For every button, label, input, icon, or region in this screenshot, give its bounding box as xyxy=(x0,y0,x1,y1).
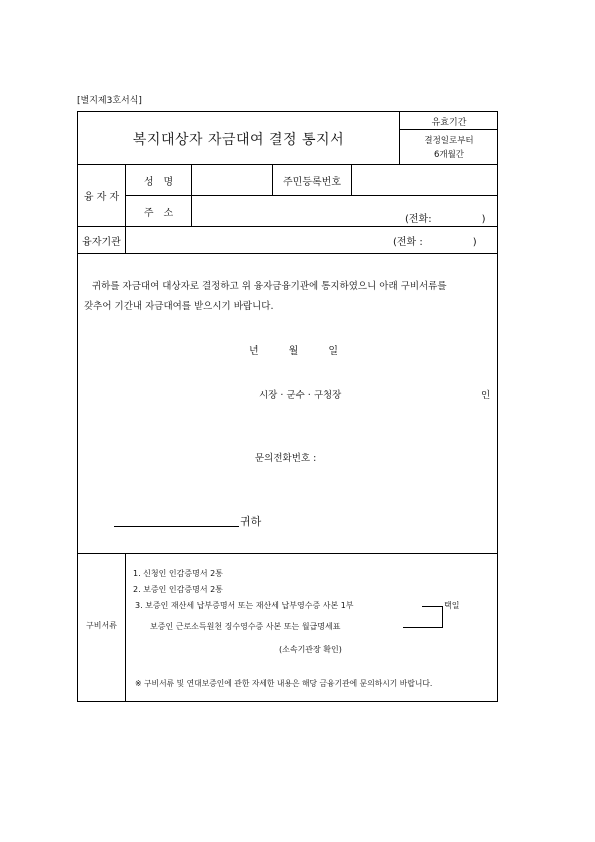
lender-label: 융자기관 xyxy=(82,237,121,248)
address-field[interactable] xyxy=(195,199,395,223)
seal-mark: 인 xyxy=(481,390,491,401)
lender-phone-label: (전화 : ) xyxy=(393,237,477,248)
issuer-title: 시장 · 군수 · 구청장 xyxy=(259,390,342,401)
form-number: [별지제3호서식] xyxy=(77,96,142,106)
applicant-phone-label: (전화: ) xyxy=(405,214,486,225)
document-title: 복지대상자 자금대여 결정 통지서 xyxy=(132,132,345,148)
documents-footnote: ※ 구비서류 및 연대보증인에 관한 자세한 내용은 해당 금융기관에 문의하시기 바랍니다. xyxy=(135,679,433,688)
name-label: 성 명 xyxy=(143,177,174,188)
lender-field[interactable] xyxy=(130,229,380,251)
document-item-3b: 보증인 근로소득원천 징수영수증 사본 또는 월급명세표 xyxy=(150,622,341,631)
notice-line-2: 갖추어 기간내 자금대여를 받으시기 바랍니다. xyxy=(84,301,274,312)
applicant-section-label: 융 자 자 xyxy=(83,192,120,203)
validity-line-2: 6개월간 xyxy=(433,150,465,160)
choice-label: 택일 xyxy=(444,601,460,610)
document-item-3a: 3. 보증인 재산세 납부증명서 또는 재산세 납부영수증 사본 1부 xyxy=(135,601,354,610)
recipient-suffix: 귀하 xyxy=(240,515,262,528)
document-item-3-note: (소속기관장 확인) xyxy=(279,645,342,654)
document-item-2: 2. 보증인 인감증명서 2통 xyxy=(133,585,223,594)
rrn-label: 주민등록번호 xyxy=(283,177,341,188)
recipient-name-line[interactable] xyxy=(114,526,239,527)
documents-label: 구비서류 xyxy=(86,621,117,630)
validity-header: 유효기간 xyxy=(431,118,467,128)
document-item-1: 1. 신청인 인감증명서 2통 xyxy=(133,569,223,578)
inquiry-phone-label: 문의전화번호 : xyxy=(255,453,317,464)
issue-date: 년 월 일 xyxy=(249,346,338,357)
notice-line-1: 귀하를 자금대여 대상자로 결정하고 위 융자금융기관에 통지하였으니 아래 구비서류를 xyxy=(92,281,447,292)
rrn-field[interactable] xyxy=(355,168,493,192)
validity-line-1: 결정일로부터 xyxy=(424,136,474,146)
name-field[interactable] xyxy=(195,168,267,192)
address-label: 주 소 xyxy=(143,208,174,219)
